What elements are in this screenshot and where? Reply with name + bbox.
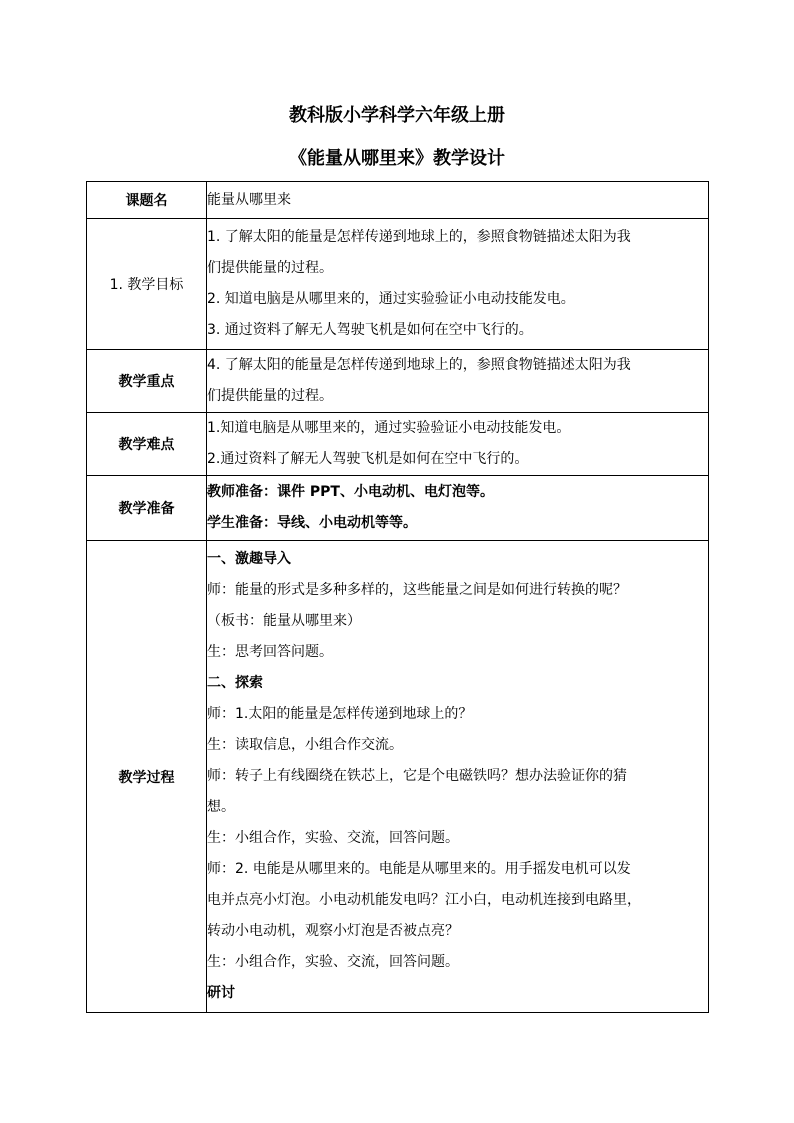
content-line: 1.知道电脑是从哪里来的，通过实验验证小电动技能发电。 (207, 420, 571, 436)
content-line: 4. 了解太阳的能量是怎样传递到地球上的，参照食物链描述太阳为我 (207, 357, 631, 373)
content-line: 生：读取信息，小组合作交流。 (207, 737, 403, 753)
row-label: 教学准备 (87, 476, 207, 541)
section-heading: 一、激趣导入 (207, 551, 291, 567)
table-row (87, 350, 709, 413)
row-label: 课题名 (87, 182, 207, 219)
section-heading: 二、探索 (207, 675, 263, 691)
row-content (207, 219, 709, 350)
section-heading: 研讨 (207, 985, 235, 1001)
content-line: 电并点亮小灯泡。小电动机能发电吗？江小白，电动机连接到电路里， (207, 892, 641, 908)
content-line: 教师准备：课件 PPT、小电动机、电灯泡等。 (207, 484, 494, 500)
table-row (87, 413, 709, 476)
content-line: 2.通过资料了解无人驾驶飞机是如何在空中飞行的。 (207, 451, 529, 467)
table-row (87, 219, 709, 350)
content-line: （板书：能量从哪里来） (207, 613, 361, 629)
table-row (87, 476, 709, 541)
content-line: 生：小组合作，实验、交流，回答问题。 (207, 954, 459, 970)
content-line: 能量从哪里来 (207, 191, 291, 208)
row-content (207, 413, 709, 476)
content-line: 生：小组合作，实验、交流，回答问题。 (207, 830, 459, 846)
content-line: 们提供能量的过程。 (207, 260, 333, 276)
row-label: 教学难点 (87, 413, 207, 476)
document-title: 教科版小学科学六年级上册 (289, 105, 505, 126)
table-row (87, 182, 709, 219)
content-line: 3. 通过资料了解无人驾驶飞机是如何在空中飞行的。 (207, 322, 533, 338)
content-line: 师：能量的形式是多种多样的，这些能量之间是如何进行转换的呢？ (207, 582, 627, 598)
row-content (207, 350, 709, 413)
row-content (207, 476, 709, 541)
content-line: 转动小电动机，观察小灯泡是否被点亮？ (207, 923, 459, 939)
row-label: 教学重点 (87, 350, 207, 413)
content-line: 想。 (207, 799, 235, 815)
content-line: 师：1.太阳的能量是怎样传递到地球上的？ (207, 706, 473, 722)
lesson-plan-table (86, 181, 709, 1013)
row-content (207, 541, 709, 1013)
row-label: 教学过程 (87, 541, 207, 1013)
row-content (207, 182, 709, 219)
content-line: 师：2. 电能是从哪里来的。电能是从哪里来的。用手摇发电机可以发 (207, 861, 631, 877)
row-label: 1. 教学目标 (87, 219, 207, 350)
content-line: 1. 了解太阳的能量是怎样传递到地球上的，参照食物链描述太阳为我 (207, 229, 631, 245)
content-line: 2. 知道电脑是从哪里来的，通过实验验证小电动技能发电。 (207, 291, 575, 307)
content-line: 们提供能量的过程。 (207, 388, 333, 404)
content-line: 生：思考回答问题。 (207, 644, 333, 660)
content-line: 师：转子上有线圈绕在铁芯上，它是个电磁铁吗？想办法验证你的猜 (207, 768, 627, 784)
table-row (87, 541, 709, 1013)
document-subtitle: 《能量从哪里来》教学设计 (289, 148, 505, 169)
content-line: 学生准备：导线、小电动机等等。 (207, 515, 417, 531)
